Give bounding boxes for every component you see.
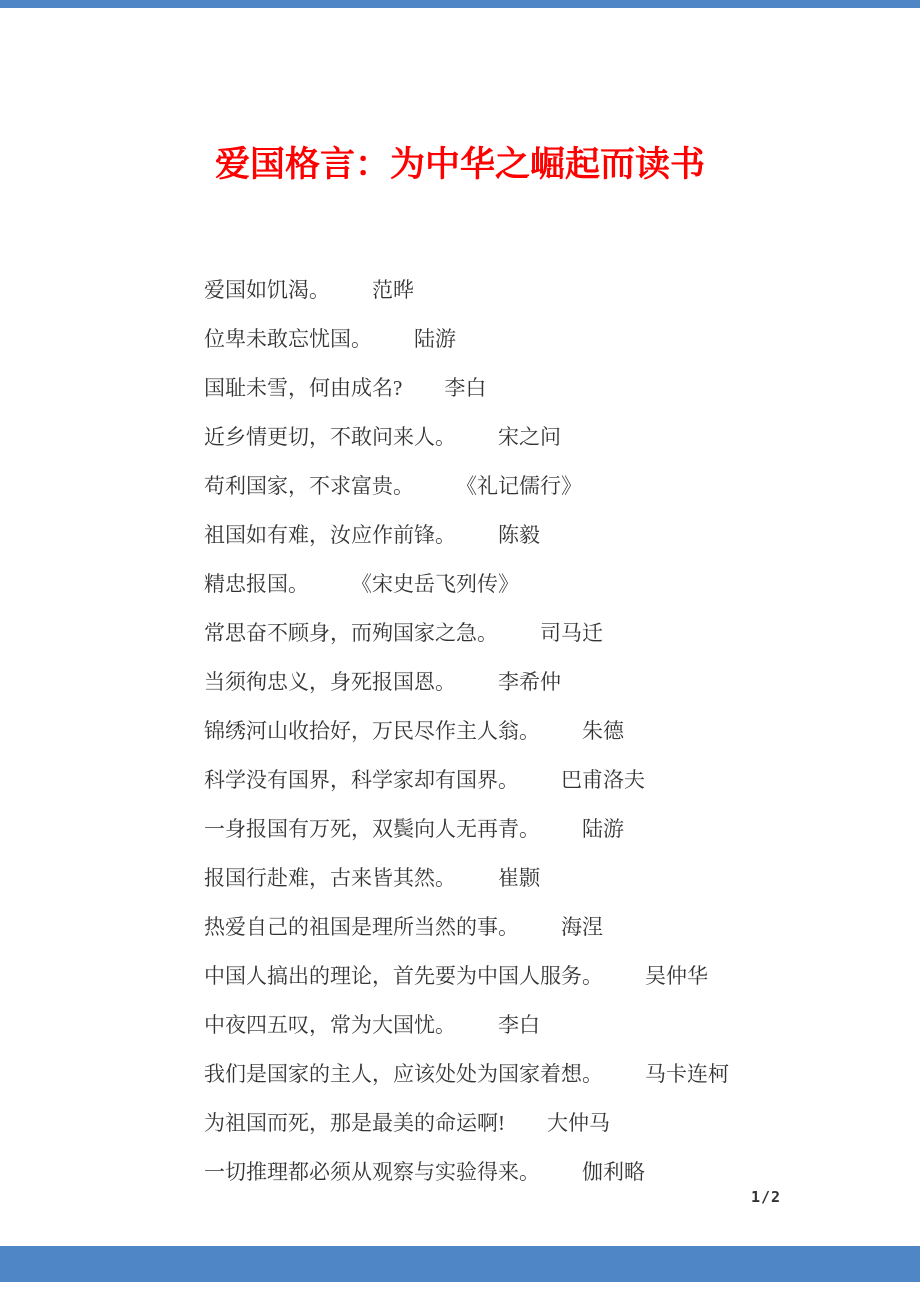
quote-text: 一切推理都必须从观察与实验得来。 (204, 1160, 540, 1184)
quote-text: 报国行赴难，古来皆其然。 (204, 866, 456, 890)
page-number: 1/2 (751, 1188, 782, 1206)
quote-author: 朱德 (582, 719, 624, 743)
quote-author: 海涅 (561, 915, 603, 939)
quote-line (204, 952, 764, 1001)
quote-line (204, 903, 764, 952)
quote-line (204, 511, 764, 560)
quote-line (204, 1148, 764, 1197)
quote-line (204, 1099, 764, 1148)
quote-author: 司马迁 (540, 621, 603, 645)
quote-author: 大仲马 (547, 1111, 610, 1135)
quote-line (204, 609, 764, 658)
quote-text: 科学没有国界，科学家却有国界。 (204, 768, 519, 792)
quote-author: 李白 (498, 1013, 540, 1037)
quote-line (204, 1050, 764, 1099)
quote-text: 我们是国家的主人，应该处处为国家着想。 (204, 1062, 603, 1086)
quote-line (204, 560, 764, 609)
quote-author: 《宋史岳飞列传》 (351, 572, 519, 596)
quote-line (204, 756, 764, 805)
quote-line (204, 707, 764, 756)
quote-text: 热爱自己的祖国是理所当然的事。 (204, 915, 519, 939)
quote-line (204, 364, 764, 413)
quote-text: 位卑未敢忘忧国。 (204, 327, 372, 351)
quote-text: 祖国如有难，汝应作前锋。 (204, 523, 456, 547)
quote-text: 常思奋不顾身，而殉国家之急。 (204, 621, 498, 645)
quote-author: 宋之问 (498, 425, 561, 449)
quote-line (204, 462, 764, 511)
quote-author: 马卡连柯 (645, 1062, 729, 1086)
quote-author: 范晔 (372, 278, 414, 302)
quote-text: 国耻未雪，何由成名? (204, 376, 403, 400)
page-title: 爱国格言：为中华之崛起而读书 (214, 145, 705, 184)
quote-author: 李白 (444, 376, 487, 400)
bottom-accent-bar (0, 1246, 920, 1282)
quote-line (204, 658, 764, 707)
quote-author: 陆游 (582, 817, 624, 841)
quote-line (204, 315, 764, 364)
quote-text: 锦绣河山收拾好，万民尽作主人翁。 (204, 719, 540, 743)
quote-text: 近乡情更切，不敢问来人。 (204, 425, 456, 449)
quote-author: 陆游 (414, 327, 456, 351)
quote-line (204, 1001, 764, 1050)
quote-author: 李希仲 (498, 670, 561, 694)
quote-author: 陈毅 (498, 523, 540, 547)
quote-author: 伽利略 (582, 1160, 645, 1184)
quote-text: 一身报国有万死，双鬓向人无再青。 (204, 817, 540, 841)
quote-line (204, 805, 764, 854)
quote-text: 中国人搞出的理论，首先要为中国人服务。 (204, 964, 603, 988)
quote-line (204, 413, 764, 462)
quote-text: 当须徇忠义，身死报国恩。 (204, 670, 456, 694)
quote-author: 崔颢 (498, 866, 540, 890)
quote-text: 中夜四五叹，常为大国忧。 (204, 1013, 456, 1037)
quote-author: 巴甫洛夫 (561, 768, 645, 792)
quote-line (204, 854, 764, 903)
quote-text: 精忠报国。 (204, 572, 309, 596)
quote-author: 吴仲华 (645, 964, 708, 988)
top-accent-bar (0, 0, 920, 8)
quote-author: 《礼记儒行》 (456, 474, 582, 498)
quote-text: 苟利国家，不求富贵。 (204, 474, 414, 498)
quote-text: 爱国如饥渴。 (204, 278, 330, 302)
quote-line (204, 266, 764, 315)
quote-list (204, 266, 764, 1197)
quote-text: 为祖国而死，那是最美的命运啊! (204, 1111, 505, 1135)
